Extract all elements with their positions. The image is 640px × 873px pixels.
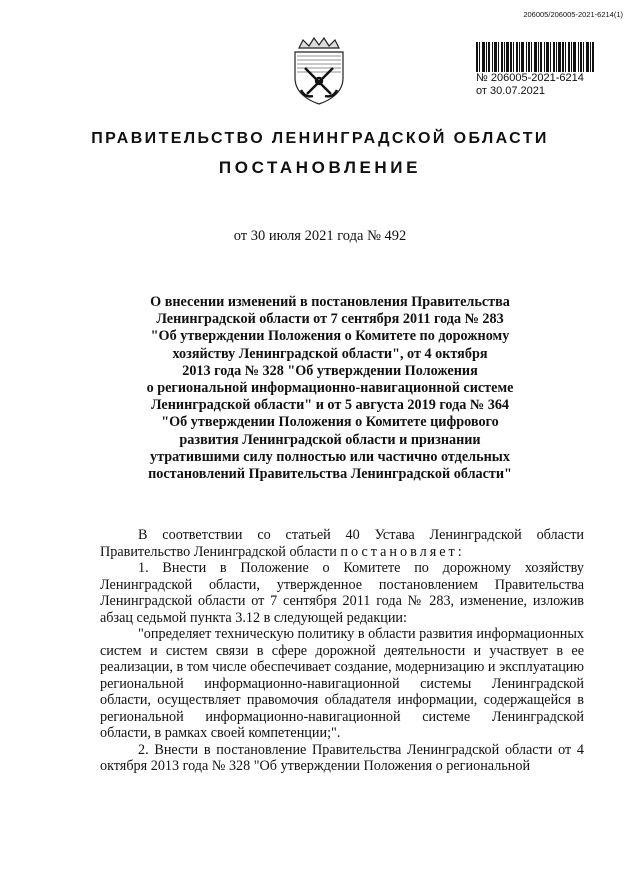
subject-line: 2013 года № 328 "Об утверждении Положения (182, 362, 478, 379)
barcode-icon (476, 42, 594, 72)
subject-line: Ленинградской области" и от 5 августа 2019 года № 364 (150, 397, 510, 414)
government-title: ПРАВИТЕЛЬСТВО ЛЕНИНГРАДСКОЙ ОБЛАСТИ (91, 130, 549, 147)
registration-date: от 30.07.2021 (476, 85, 546, 97)
body-paragraph: В соответствии со статьей 40 Устава Ленинградской области Правительство Ленинградской области постановляет: (100, 527, 584, 560)
document-type: ПОСТАНОВЛЕНИЕ (218, 158, 422, 177)
document-subject (130, 294, 530, 483)
document-body (100, 527, 584, 775)
subject-line: развития Ленинградской области и признании (179, 431, 481, 448)
leningrad-oblast-coat-of-arms-icon (287, 34, 351, 106)
subject-line: постановлений Правительства Ленинградской области" (148, 466, 512, 483)
resolution-keyword: постановляет (340, 543, 458, 560)
body-paragraph: 1. Внести в Положение о Комитете по дорожному хозяйству Ленинградской области, утвержденное постановлением Правительства Ленинградской области от 7 сентября 2011 года № 283, изменение, изложив абзац седьмой пункта 3.12 в следующей редакции: (100, 560, 584, 626)
body-paragraph: 2. Внести в постановление Правительства Ленинградской области от 4 октября 2013 года № 328 "Об утверждении Положения о региональной (100, 741, 584, 774)
subject-line: о региональной информационно-навигационной системе (146, 380, 514, 397)
document-code: 206005/206005-2021-6214(1) (523, 10, 623, 19)
subject-line: Ленинградской области от 7 сентября 2011 года № 283 (156, 311, 504, 328)
subject-line: О внесении изменений в постановления Правительства (150, 294, 510, 310)
registration-block (476, 72, 584, 98)
document-date-number: от 30 июля 2021 года № 492 (233, 228, 407, 244)
subject-line: хозяйству Ленинградской области", от 4 октября (172, 345, 488, 362)
subject-line: утратившими силу полностью или частично отдельных (150, 448, 510, 465)
body-paragraph: "определяет техническую политику в области развития информационных систем и систем связи в сфере дорожной деятельности и участвует в ее реализации, в том числе обеспечивает создание, модернизацию и эксплуатацию региональной информационно-навигационной системы Ленинградской области, осуществляет правомочия обладателя информации, содержащейся в региональной информационно-навигационной системе Ленинградской области, в рамках своей компетенции;". (100, 626, 584, 741)
subject-line: "Об утверждении Положения о Комитете по дорожному (150, 328, 510, 345)
registration-number: № 206005-2021-6214 (476, 72, 584, 84)
subject-line: "Об утверждении Положения о Комитете цифрового (161, 414, 499, 431)
